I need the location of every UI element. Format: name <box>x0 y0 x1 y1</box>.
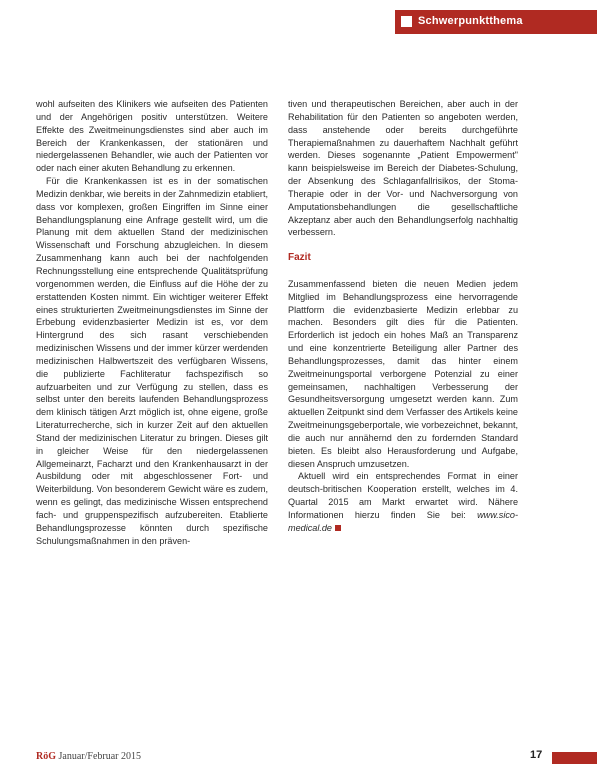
body-paragraph: tiven und therapeutischen Bereichen, aber auch in der Rehabilitation für den Patienten so angeboten werden, dass anstehende oder bereits durchgeführte Therapiemaßnahmen zu dauerhaftem Nachhalt geführt werden. Dieses sogenannte „Patient Empowerment" kann beispielsweise im Bereich der Diabetes-Schulung, der Absenkung des Schlaganfallrisikos, der Stoma-Therapie oder in der Vor- und Nachversorgung von Amputationsbehandlungen die gesellschaftliche Akzeptanz aber auch den Behandlungserfolg nachhaltig verbessern. <box>288 99 518 238</box>
footer-brand: RöG <box>36 751 56 762</box>
section-label: Schwerpunktthema <box>418 15 523 27</box>
body-paragraph: Für die Krankenkassen ist es in der somatischen Medizin denkbar, wie bereits in der Zahnmedizin etabliert, dass vor komplexen, großen Eingriffen im Sinne einer Behandlungsplanung eine Anfrage gestellt wird, um die Planung mit dem aktuellen Stand der medizinischen Wissenschaft und Forschung abzugleichen. In diesem Zusammenhang kann auch bei der nachfolgenden Rechnungsstellung eine entsprechende Qualitätsprüfung vorgenommen werden, die Einfluss auf die Höhe der zu erstattenden Kosten nimmt. Ein wichtiger weiterer Effekt eines strukturierten Zweitmeinungsdienstes im Sinne der Erbebung evidenzbasierter Medizin ist es, vor dem Hintergrund des sich rasant verschiebenden medizinischen Wissens und der immer kürzer werdenden medizinischen Halbwertszeit des verfügbaren Wissens, die publizierte Fachliteratur fachspezifisch so aufzuarbeiten und zur Verfügung zu stellen, dass es selbst unter den bereits laufenden Behandlungsprozess dem klinisch tätigen Arzt möglich ist, ohne eigene, große Literaturrecherche, sich in kurzer Zeit auf den aktuellen Stand der medizinischen Literatur zu bringen. Dieses gilt in gleicher Weise für den niedergelassenen Allgemeinarzt, Facharzt und den Krankenhausarzt in der Ausbildung oder mit abgeschlossener Fort- und Weiterbildung. Von besonderem Gewicht wäre es zudem, wenn es gelingt, das medizinische Wissen entsprechend fach- und gruppenspezifisch aufzubereiten. Etablierte Behandlungsprozesse könnten durch spezifische Schulungsmaßnahmen in den präven- <box>36 176 269 546</box>
body-paragraph: wohl aufseiten des Klinikers wie aufseiten des Patienten und der Angehörigen positiv unterstützen. Weitere Effekte des Zweitmeinungsdienstes sind aber auch im Bereich der Krankenkassen, der stationären und niedergelassenen Behandler, wie auch der Patienten vor oder nach einer akuten Behandlung zu erkennen. <box>36 99 268 174</box>
closing-paragraph-text: Aktuell wird ein entsprechendes Format in einer deutsch-britischen Kooperation erstellt, welches im 4. Quartal 2015 am Markt erwartet wird. Nähere Informationen hierzu finden Sie bei: <box>288 471 518 520</box>
body-paragraph: Zusammenfassend bieten die neuen Medien jedem Mitglied im Behandlungsprozess eine hervorragende Plattform die evidenzbasierte Medizin erlebbar zu machen. Besonders gilt dies für die Patienten. Erforderlich ist jedoch ein hohes Maß an Transparenz und eine konzentrierte Beteiligung aller Partner des Behandlungsprozesses, damit das hinter einem Zweitmeinungsportal verborgene Potenzial zu einer gemeinsamen, nachhaltigen Verbesserung der Gesundheitsversorgung umgesetzt werden kann. Zum aktuellen Zeitpunkt sind dem Verfasser des Artikels keine Zweitmeinungsgeberportale, wie vorbezeichnet, bekannt, die auch nur annähernd den zu fordernden Standard bieten. Es bleibt also Herausforderung und Aufgabe, diesen Anspruch umzusetzen. <box>288 278 519 469</box>
closing-paragraph <box>288 470 518 534</box>
footer-issue: Januar/Februar 2015 <box>58 751 141 762</box>
page-number: 17 <box>530 749 543 761</box>
right-text-column <box>288 98 518 535</box>
footer-issue-line <box>36 751 141 762</box>
section-marker-square <box>401 16 412 27</box>
left-text-column <box>36 98 268 548</box>
section-heading-fazit: Fazit <box>288 252 311 264</box>
website-link[interactable]: www.sico-medical.de <box>288 510 518 533</box>
footer-band <box>552 752 597 764</box>
end-of-article-marker <box>335 525 341 531</box>
